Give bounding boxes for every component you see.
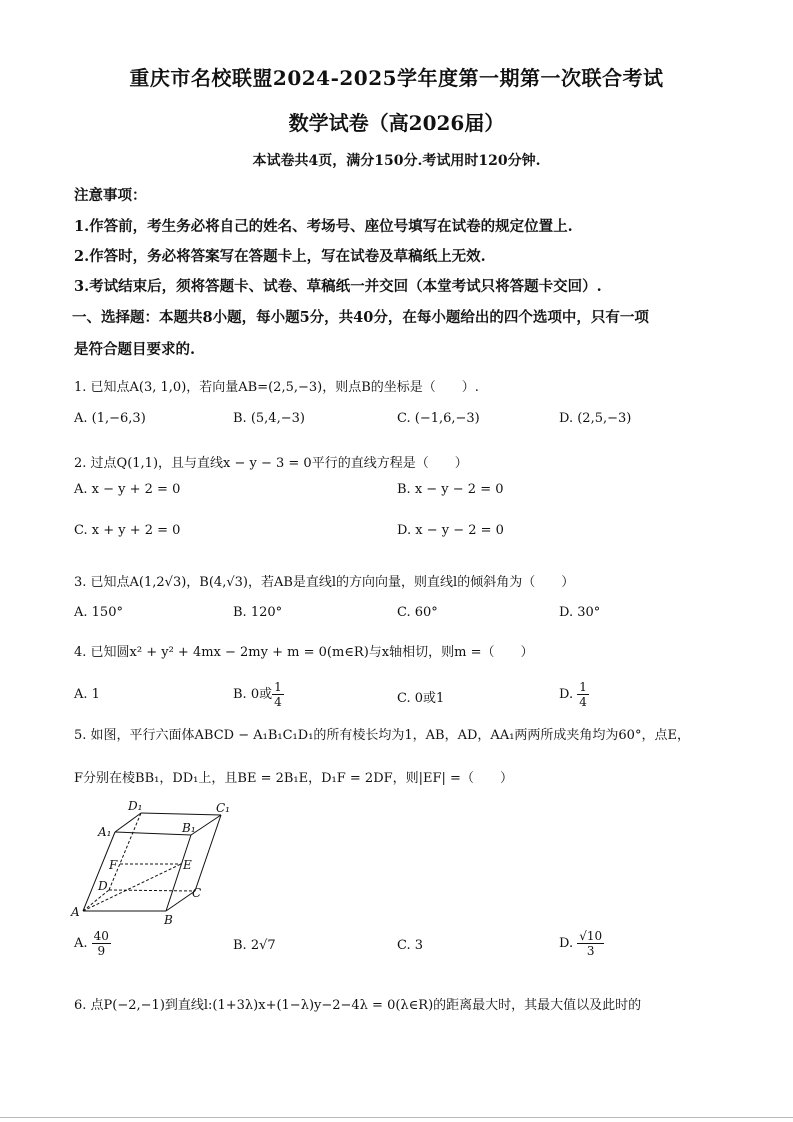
- question-5-option-d: D. $\frac{√10}{3}$: [559, 929, 603, 958]
- question-3-option-b: B. 120°: [233, 605, 283, 620]
- edge-DC: [109, 890, 195, 891]
- label-C1: C₁: [216, 801, 230, 815]
- question-2-option-b: B. x − y − 2 = 0: [397, 482, 504, 497]
- edge-D1C1: [141, 813, 221, 815]
- question-5-line2: F分别在棱BB₁，DD₁上，且BE = 2B₁E，D₁F = 2DF，则|EF| =（ ）: [74, 771, 513, 786]
- question-2-text: 2. 过点Q(1,1)，且与直线x − y − 3 = 0平行的直线方程是（ ）: [74, 456, 468, 471]
- question-5-line1: 5. 如图，平行六面体ABCD − A₁B₁C₁D₁的所有棱长均为1，AB，AD，AA₁两两所成夹角均为60°，点E，: [74, 728, 690, 743]
- question-4-option-b: B. 0或 $\frac{1}{4}$: [233, 680, 282, 709]
- question-2-option-c: C. x + y + 2 = 0: [74, 523, 181, 538]
- edge-A1D1: [115, 813, 141, 832]
- label-B: B: [164, 913, 173, 927]
- edge-A1B1: [115, 832, 191, 835]
- question-5-option-b: B. 2√7: [233, 938, 276, 953]
- fraction-sqrt10-3: $\frac{√10}{3}$: [579, 929, 603, 958]
- question-1-option-a: A. (1,−6,3): [74, 411, 146, 426]
- edge-BC: [166, 891, 195, 911]
- question-4-text: 4. 已知圆x² + y² + 4mx − 2my + m = 0(m∈R)与x轴相切，则m =（ ）: [74, 645, 534, 660]
- question-3-option-d: D. 30°: [559, 605, 601, 620]
- question-2-option-a: A. x − y + 2 = 0: [74, 482, 181, 497]
- edge-CC1: [195, 815, 221, 891]
- note-item-2: 2.作答时，务必将答案写在答题卡上，写在试卷及草稿纸上无效.: [74, 248, 486, 265]
- fraction-one-quarter: $\frac{1}{4}$: [579, 680, 587, 709]
- label-B1: B₁: [182, 821, 196, 835]
- question-3-option-a: A. 150°: [74, 605, 123, 620]
- label-F: F: [109, 858, 118, 872]
- exam-info: 本试卷共4页，满分150分.考试用时120分钟.: [252, 153, 541, 169]
- question-3-option-c: C. 60°: [397, 605, 438, 620]
- fraction-40-9: $\frac{40}{9}$: [93, 929, 109, 958]
- question-4-option-a: A. 1: [74, 687, 100, 702]
- question-3-text: 3. 已知点A(1,2√3)，B(4,√3)，若AB是直线l的方向向量，则直线l的倾斜角为（ ）: [74, 575, 575, 590]
- question-4-option-c: C. 0或1: [397, 691, 445, 706]
- label-A: A: [71, 905, 80, 919]
- question-1-text: 1. 已知点A(3, 1,0)，若向量AB=(2,5,−3)，则点B的坐标是（ ）.: [74, 380, 479, 395]
- question-2-option-d: D. x − y − 2 = 0: [397, 523, 504, 538]
- question-5-option-c: C. 3: [397, 938, 424, 953]
- section-heading-line2: 是符合题目要求的.: [74, 341, 196, 358]
- question-6-text: 6. 点P(−2,−1)到直线l:(1+3λ)x+(1−λ)y−2−4λ = 0(λ∈R)的距离最大时，其最大值以及此时的: [74, 998, 642, 1013]
- section-heading-line1: 一、选择题：本题共8小题，每小题5分，共40分，在每小题给出的四个选项中，只有一项: [72, 309, 649, 326]
- question-5-option-a: A. $\frac{40}{9}$: [74, 929, 109, 958]
- fraction-one-quarter: $\frac{1}{4}$: [274, 680, 282, 709]
- exam-subtitle: 数学试卷（高2026届）: [288, 111, 505, 135]
- question-1-option-d: D. (2,5,−3): [559, 411, 632, 426]
- label-E: E: [183, 858, 192, 872]
- label-D1: D₁: [128, 799, 143, 813]
- label-C: C: [192, 886, 202, 900]
- note-item-3: 3.考试结束后，须将答题卡、试卷、草稿纸一并交回（本堂考试只将答题卡交回）.: [74, 278, 602, 295]
- exam-title: 重庆市名校联盟2024-2025学年度第一期第一次联合考试: [129, 66, 664, 90]
- label-D: D: [98, 879, 108, 893]
- label-A1: A₁: [98, 825, 112, 839]
- question-4-option-d: D. $\frac{1}{4}$: [559, 680, 587, 709]
- notes-heading: 注意事项：: [74, 187, 147, 204]
- edge-BB1: [166, 835, 191, 911]
- page-bottom-divider: [0, 1117, 793, 1118]
- parallelepiped-figure: [70, 798, 230, 927]
- question-1-option-b: B. (5,4,−3): [233, 411, 305, 426]
- question-1-option-c: C. (−1,6,−3): [397, 411, 480, 426]
- note-item-1: 1.作答前，考生务必将自己的姓名、考场号、座位号填写在试卷的规定位置上.: [74, 218, 573, 235]
